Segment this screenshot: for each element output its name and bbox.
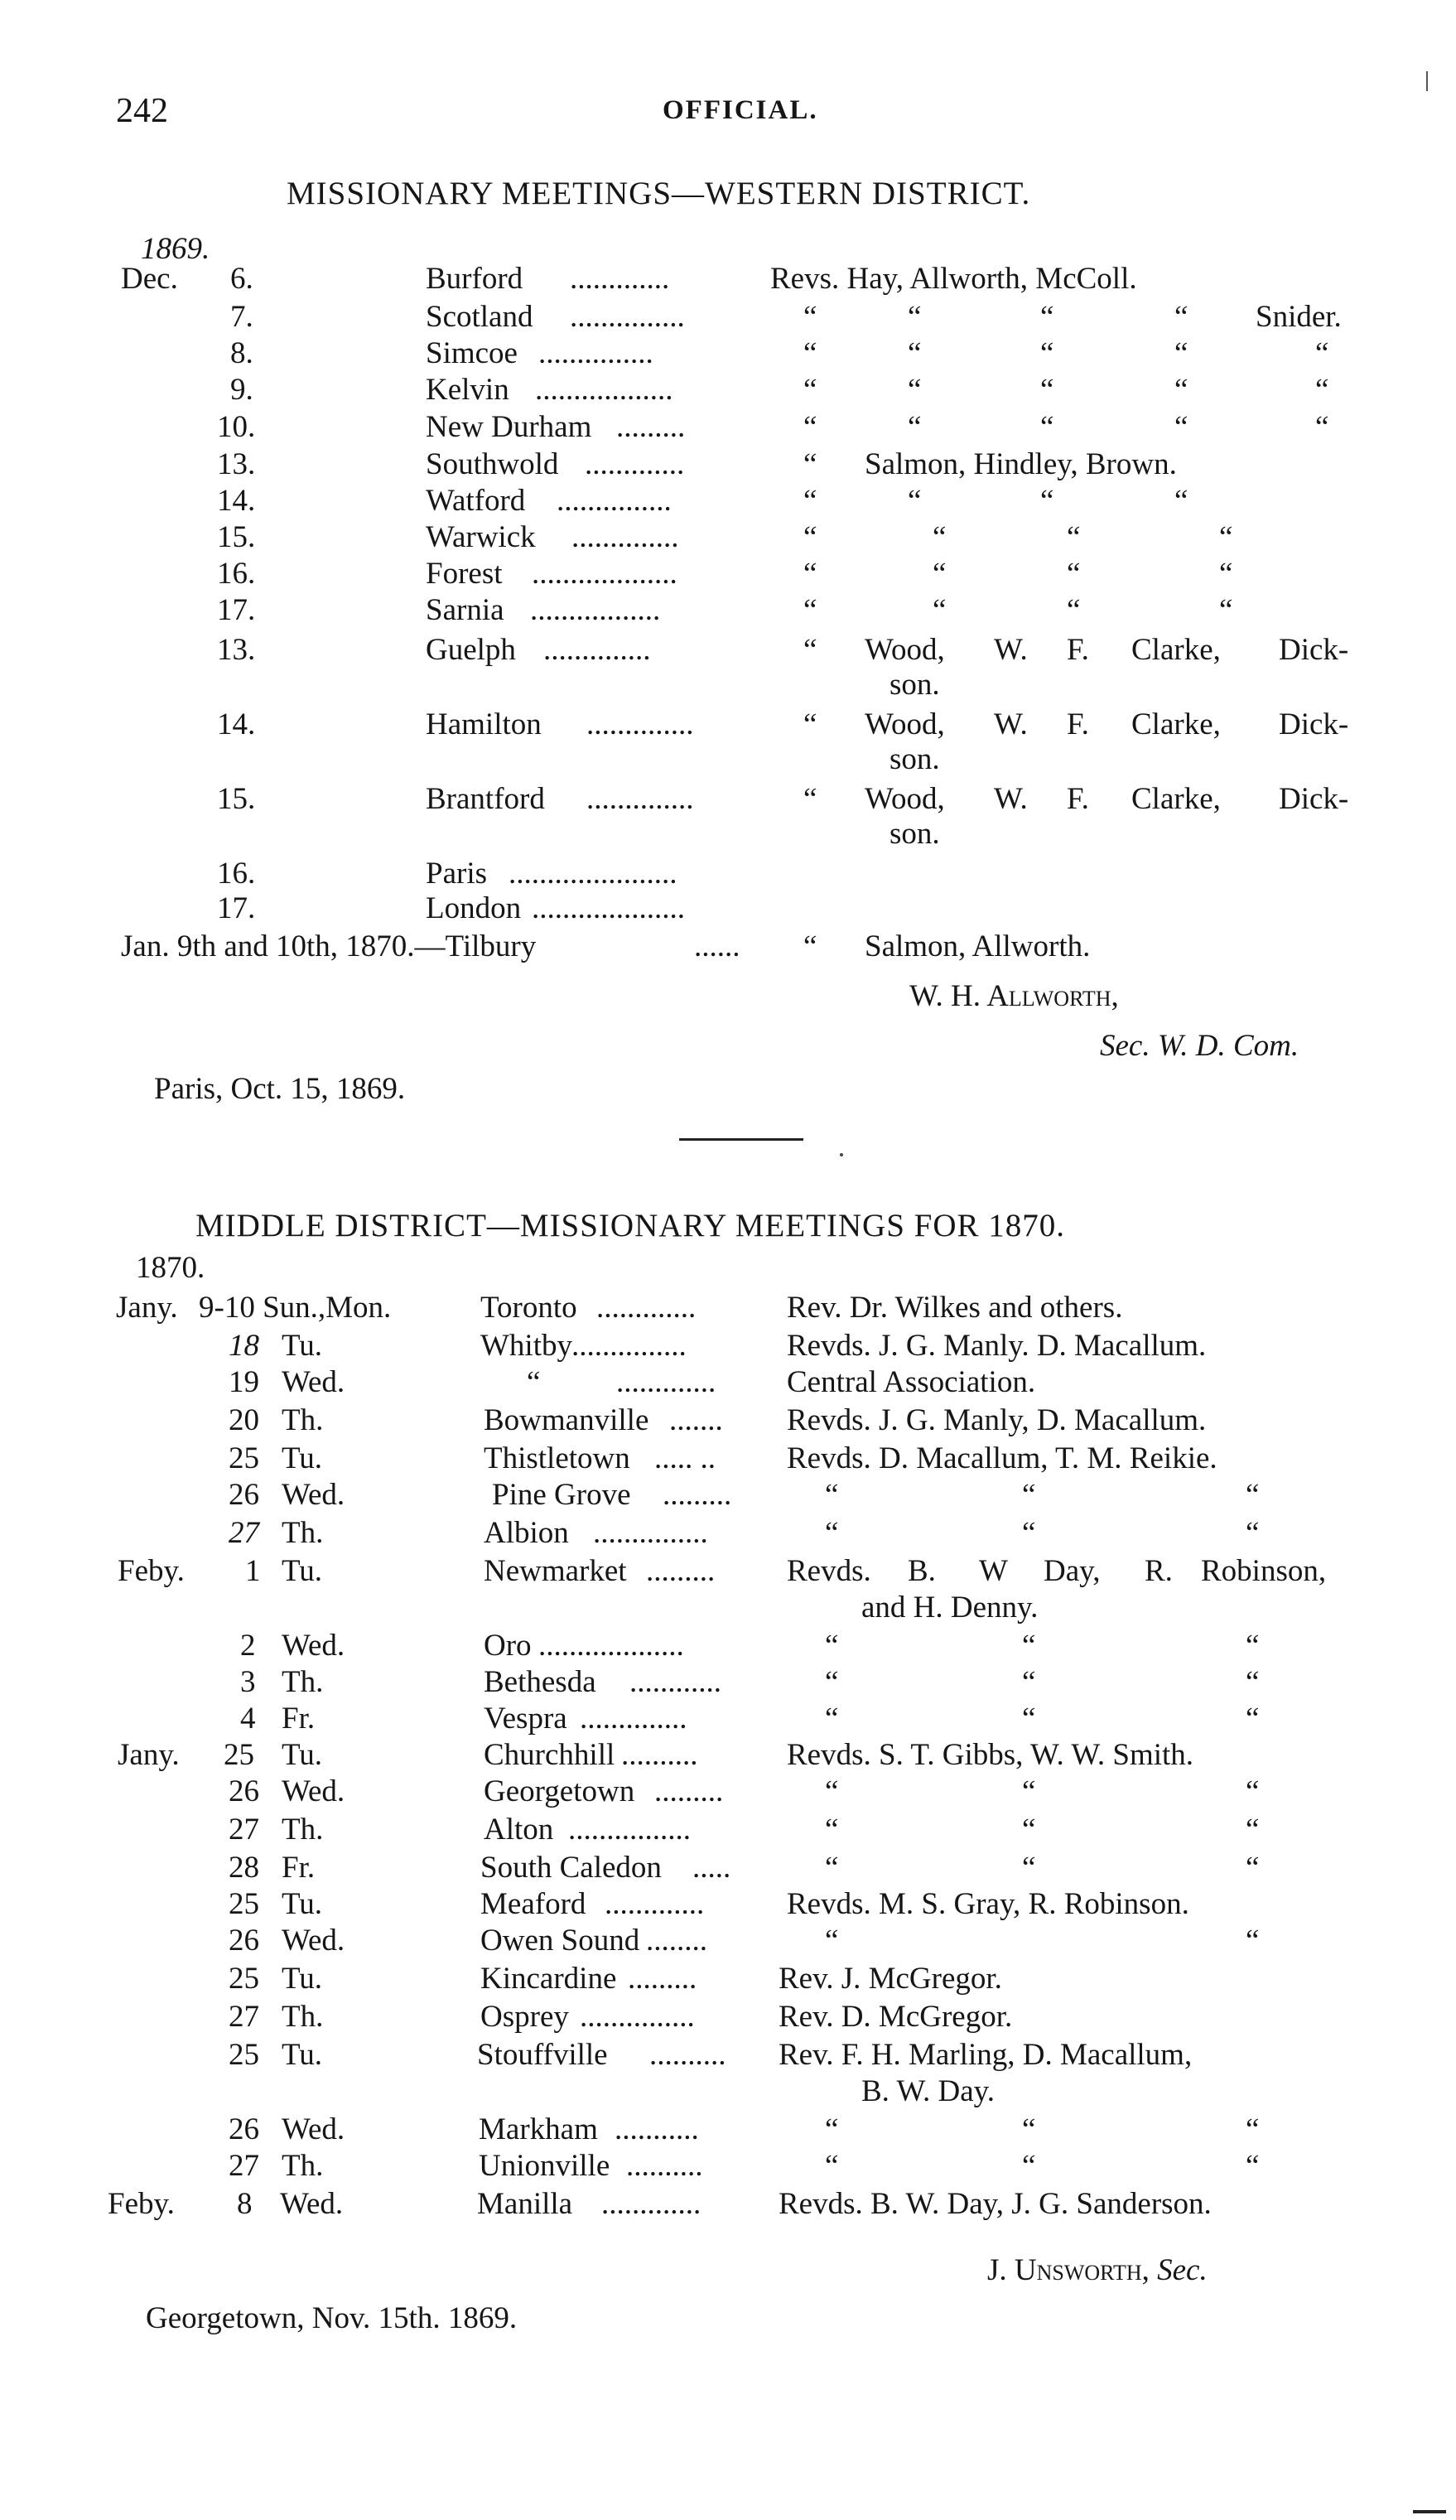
ditto-mark: “ [1174, 484, 1188, 518]
day-of-week: Th. [282, 1403, 324, 1437]
day-number: 26 [229, 1478, 259, 1512]
place-name: Scotland [426, 300, 533, 334]
place-name: Newmarket [484, 1554, 627, 1588]
dot-leader: ......... [654, 1774, 724, 1808]
day-of-week: Wed. [282, 1478, 345, 1512]
middle-heading: MIDDLE DISTRICT—MISSIONARY MEETINGS FOR 1870. [195, 1208, 1066, 1243]
day-number: 27 [229, 1516, 259, 1550]
month-label: Jany. [116, 1291, 178, 1325]
ministers: Central Association. [787, 1365, 1036, 1399]
day-number: 17. [217, 593, 256, 627]
dot-leader: ............... [570, 300, 685, 334]
month-label: Feby. [118, 1554, 185, 1588]
ditto-mark: “ [1219, 593, 1233, 627]
minister-clarke: Clarke, [1131, 707, 1221, 741]
ministers: Rev. D. McGregor. [779, 2000, 1013, 2034]
place-name: Stouffville [477, 2038, 608, 2072]
place-name: Meaford [480, 1887, 586, 1921]
word-continuation: son. [890, 668, 940, 702]
day-of-week: Tu. [282, 1329, 323, 1363]
place-name: Whitby [480, 1329, 572, 1363]
page-number: 242 [116, 92, 168, 130]
ditto-mark: “ [1022, 1851, 1036, 1885]
middle-place-date: Georgetown, Nov. 15th. 1869. [146, 2301, 518, 2335]
day-of-week: Th. [282, 2149, 324, 2183]
day-number: 27 [229, 2149, 259, 2183]
ministers: Rev. F. H. Marling, D. Macallum, [779, 2038, 1193, 2072]
ditto-mark: “ [1040, 484, 1054, 518]
ditto-mark: “ [1067, 520, 1081, 554]
day-of-week: Th. [282, 1516, 324, 1550]
running-head: OFFICIAL. [663, 95, 818, 125]
day-number: 25 [229, 1441, 259, 1475]
day-of-week: Th. [282, 2000, 324, 2034]
minister-initial: W. [994, 782, 1028, 816]
ditto-mark: “ [825, 1774, 839, 1808]
day-number: 9. [230, 373, 253, 407]
ditto-mark: “ [803, 336, 817, 370]
day-number: 8. [230, 336, 253, 370]
ministers: Revds. M. S. Gray, R. Robinson. [787, 1887, 1189, 1921]
minister-initial: F. [1067, 782, 1089, 816]
ditto-mark: “ [1246, 2112, 1260, 2146]
place-name: Burford [426, 262, 523, 296]
dot-leader: ................ [568, 1813, 691, 1847]
month-label: Feby. [108, 2187, 175, 2221]
place-name: Georgetown [484, 1774, 635, 1808]
ditto-mark: “ [825, 1851, 839, 1885]
ditto-mark: “ [908, 300, 922, 334]
ditto-mark: “ [1022, 2149, 1036, 2183]
dot-leader: ............... [593, 1516, 708, 1550]
word-continuation: son. [890, 742, 940, 776]
dot-leader: ............... [538, 336, 653, 370]
minister-wood: Wood, [865, 633, 945, 667]
ditto-mark: “ [825, 1516, 839, 1550]
month-label: Jany. [118, 1738, 180, 1772]
minister-initial: W. [994, 707, 1028, 741]
dot-leader: ............. [596, 1291, 697, 1325]
ditto-mark: “ [1022, 1629, 1036, 1663]
day-of-week: Tu. [282, 1554, 323, 1588]
ditto-mark: “ [803, 593, 817, 627]
ditto-mark: “ [1246, 2149, 1260, 2183]
ministers: Revds. J. G. Manly, D. Macallum. [787, 1403, 1207, 1437]
ditto-mark: “ [933, 593, 947, 627]
dot-leader: ............. [605, 1887, 705, 1921]
ministers: Salmon, Allworth. [865, 929, 1091, 963]
date-range: 9-10 Sun.,Mon. [199, 1291, 392, 1325]
ditto-mark: “ [1067, 557, 1081, 591]
place-name: Unionville [479, 2149, 610, 2183]
ditto-mark: “ [1246, 1478, 1260, 1512]
minister-clarke: Clarke, [1131, 782, 1221, 816]
signature-title: Sec. [1157, 2253, 1208, 2287]
day-number: 13. [217, 447, 256, 481]
day-number: 19 [229, 1365, 259, 1399]
place-name: Pine Grove [492, 1478, 631, 1512]
day-number: 25 [229, 1887, 259, 1921]
place-name: Toronto [480, 1291, 577, 1325]
ditto-mark: “ [908, 336, 922, 370]
day-of-week: Wed. [282, 1924, 345, 1958]
place-name: Owen Sound [480, 1924, 640, 1958]
minister-initial: F. [1067, 707, 1089, 741]
ditto-mark: “ [1246, 1665, 1260, 1699]
page-corner-mark [1413, 2510, 1446, 2513]
ditto-mark: “ [803, 707, 817, 741]
day-of-week: Wed. [282, 1629, 345, 1663]
day-number: 16. [217, 557, 256, 591]
day-number: 7. [230, 300, 253, 334]
ditto-mark: “ [1022, 2112, 1036, 2146]
day-number: 16. [217, 857, 256, 891]
ditto-mark: “ [1315, 373, 1329, 407]
place-name: Bowmanville [484, 1403, 649, 1437]
dot-leader: .............. [543, 633, 651, 667]
ministers: Revds. J. G. Manly. D. Macallum. [787, 1329, 1207, 1363]
ditto-mark: “ [803, 633, 817, 667]
middle-year: 1870. [136, 1251, 205, 1285]
dot-leader: ........ [646, 1924, 707, 1958]
day-number: 17. [217, 891, 256, 925]
dot-leader: ............. [585, 447, 685, 481]
ditto-mark: “ [1174, 373, 1188, 407]
day-number: 15. [217, 520, 256, 554]
western-year: 1869. [141, 232, 210, 266]
minister-initial: F. [1067, 633, 1089, 667]
month-label: Dec. [121, 262, 178, 296]
day-number: 2 [240, 1629, 256, 1663]
day-of-week: Fr. [282, 1702, 316, 1736]
place-name: Simcoe [426, 336, 518, 370]
dot-leader: .............. [586, 782, 694, 816]
minister-wood: Wood, [865, 707, 945, 741]
dot-leader: ............. [616, 1365, 716, 1399]
ditto-mark: “ [1246, 1774, 1260, 1808]
place-name: Alton [484, 1813, 554, 1847]
place-name: Paris [426, 857, 487, 891]
dot-leader: ................... [538, 1629, 684, 1663]
ditto-mark: “ [825, 1813, 839, 1847]
western-place-date: Paris, Oct. 15, 1869. [154, 1072, 406, 1106]
ditto-mark: “ [1246, 1702, 1260, 1736]
day-number: 27 [229, 2000, 259, 2034]
day-of-week: Wed. [282, 2112, 345, 2146]
ditto-mark: “ [1246, 1924, 1260, 1958]
ditto-mark: “ [803, 300, 817, 334]
ditto-mark: “ [1174, 300, 1188, 334]
western-signature-title: Sec. W. D. Com. [1100, 1029, 1299, 1063]
ditto-mark: “ [825, 1478, 839, 1512]
dot-leader: .............. [571, 520, 679, 554]
ditto-mark: “ [803, 410, 817, 444]
minister-extra: Snider. [1256, 300, 1342, 334]
ditto-mark: “ [908, 410, 922, 444]
place-name: South Caledon [480, 1851, 662, 1885]
ditto-mark: “ [803, 447, 817, 481]
ministers: Rev. J. McGregor. [779, 1962, 1002, 1996]
ditto-mark: “ [1022, 1813, 1036, 1847]
day-number: 8 [237, 2187, 253, 2221]
day-number: 3 [240, 1665, 256, 1699]
day-number: 26 [229, 1924, 259, 1958]
ditto-mark: “ [1040, 373, 1054, 407]
place-name: Oro [484, 1629, 532, 1663]
ditto-mark: “ [1315, 410, 1329, 444]
minister-word: B. [908, 1554, 936, 1588]
minister-dickson: Dick- [1279, 633, 1349, 667]
day-of-week: Wed. [282, 1774, 345, 1808]
place-name: Kelvin [426, 373, 509, 407]
minister-word: Revds. [787, 1554, 871, 1588]
dot-leader: ................. [530, 593, 661, 627]
ditto-mark: “ [1219, 520, 1233, 554]
day-number: 27 [229, 1813, 259, 1847]
ditto-mark: “ [825, 2112, 839, 2146]
dot-leader: ......... [663, 1478, 732, 1512]
day-number: 25 [229, 2038, 259, 2072]
day-of-week: Fr. [282, 1851, 316, 1885]
dot-leader: ............. [570, 262, 670, 296]
ministers-continuation: B. W. Day. [861, 2074, 996, 2108]
dot-leader: .................... [532, 891, 685, 925]
signature-name: J. Unsworth, [987, 2253, 1150, 2287]
place-name: Bethesda [484, 1665, 596, 1699]
dot-leader: .............. [586, 707, 694, 741]
ditto-mark: “ [1246, 1629, 1260, 1663]
dot-leader: ..... .. [654, 1441, 716, 1475]
place-name: Southwold [426, 447, 559, 481]
dot-leader: .......... [626, 2149, 703, 2183]
ditto-mark: “ [1022, 1702, 1036, 1736]
place-name: Osprey [480, 2000, 569, 2034]
dot-leader: ............. [601, 2187, 701, 2221]
place-name: Watford [426, 484, 526, 518]
minister-word: W [979, 1554, 1008, 1588]
day-number: 1 [245, 1554, 261, 1588]
day-of-week: Tu. [282, 1962, 323, 1996]
minister-clarke: Clarke, [1131, 633, 1221, 667]
ditto-mark: “ [1315, 336, 1329, 370]
place-name: London [426, 891, 522, 925]
day-number: 13. [217, 633, 256, 667]
print-speck [840, 1153, 843, 1156]
place-name: Forest [426, 557, 503, 591]
ditto-mark: “ [1246, 1851, 1260, 1885]
middle-signature [987, 2255, 1208, 2286]
ditto-mark: “ [1022, 1665, 1036, 1699]
day-of-week: Th. [282, 1665, 324, 1699]
dot-leader: ............... [571, 1329, 687, 1363]
place-name: Markham [479, 2112, 598, 2146]
day-of-week: Tu. [282, 1441, 323, 1475]
dot-leader: ............... [557, 484, 672, 518]
day-number: 14. [217, 484, 256, 518]
day-number: 25 [229, 1962, 259, 1996]
day-of-week: Tu. [282, 1887, 323, 1921]
ditto-mark: “ [825, 1629, 839, 1663]
day-number: 20 [229, 1403, 259, 1437]
dot-leader: ........... [615, 2112, 699, 2146]
dot-leader: ..... [692, 1851, 731, 1885]
ditto-mark: “ [825, 1702, 839, 1736]
minister-word: Day, [1044, 1554, 1101, 1588]
ditto-mark: “ [803, 520, 817, 554]
place-name: Sarnia [426, 593, 504, 627]
ditto-mark: “ [825, 1665, 839, 1699]
dot-leader: ................... [532, 557, 677, 591]
ditto-mark: “ [1246, 1516, 1260, 1550]
minister-initial: W. [994, 633, 1028, 667]
minister-dickson: Dick- [1279, 782, 1349, 816]
ditto-mark: “ [825, 1924, 839, 1958]
day-of-week: Wed. [282, 1365, 345, 1399]
day-number: 6. [230, 262, 253, 296]
ministers: Revds. D. Macallum, T. M. Reikie. [787, 1441, 1217, 1475]
ditto-mark: “ [908, 373, 922, 407]
dot-leader: ...... [694, 929, 740, 963]
ditto-mark: “ [803, 782, 817, 816]
ditto-mark: “ [1067, 593, 1081, 627]
ditto-mark: “ [933, 520, 947, 554]
ditto-mark: “ [908, 484, 922, 518]
dot-leader: .................. [535, 373, 673, 407]
place-name: Guelph [426, 633, 516, 667]
ditto-mark: “ [1040, 300, 1054, 334]
dot-leader: ......... [616, 410, 686, 444]
place-name: Manilla [477, 2187, 573, 2221]
ditto-mark: “ [1022, 1478, 1036, 1512]
dot-leader: ......... [646, 1554, 716, 1588]
dot-leader: ............ [629, 1665, 721, 1699]
ditto-mark: “ [1174, 336, 1188, 370]
place-name: Kincardine [480, 1962, 617, 1996]
word-continuation: son. [890, 817, 940, 851]
ditto-mark: “ [527, 1365, 541, 1399]
place-name: Vespra [484, 1702, 567, 1736]
day-of-week: Wed. [280, 2187, 344, 2221]
day-number: 4 [240, 1702, 256, 1736]
day-number: 14. [217, 707, 256, 741]
ditto-mark: “ [1219, 557, 1233, 591]
ditto-mark: “ [803, 373, 817, 407]
ministers-continuation: and H. Denny. [861, 1591, 1039, 1624]
day-of-week: Th. [282, 1813, 324, 1847]
ministers: Revds. S. T. Gibbs, W. W. Smith. [787, 1738, 1194, 1772]
section-divider [679, 1138, 803, 1141]
ditto-mark: “ [803, 484, 817, 518]
place-name: New Durham [426, 410, 592, 444]
day-number: 28 [229, 1851, 259, 1885]
day-number: 25 [224, 1738, 254, 1772]
minister-wood: Wood, [865, 782, 945, 816]
dot-leader: .......... [621, 1738, 698, 1772]
dot-leader: ...................... [509, 857, 677, 891]
dot-leader: .......... [649, 2038, 726, 2072]
dot-leader: .............. [580, 1702, 687, 1736]
day-of-week: Tu. [282, 2038, 323, 2072]
ministers: Salmon, Hindley, Brown. [865, 447, 1177, 481]
day-number: 18 [229, 1329, 259, 1363]
day-number: 26 [229, 1774, 259, 1808]
place-name: Thistletown [484, 1441, 630, 1475]
place-name: Warwick [426, 520, 536, 554]
place-name: Albion [484, 1516, 569, 1550]
ministers: Rev. Dr. Wilkes and others. [787, 1291, 1123, 1325]
western-heading: MISSIONARY MEETINGS—WESTERN DISTRICT. [287, 176, 1031, 211]
ditto-mark: “ [1040, 410, 1054, 444]
place-name: Churchhill [484, 1738, 615, 1772]
ministers: Revs. Hay, Allworth, McColl. [770, 262, 1137, 296]
day-number: 15. [217, 782, 256, 816]
minister-dickson: Dick- [1279, 707, 1349, 741]
ditto-mark: “ [1022, 1516, 1036, 1550]
ditto-mark: “ [1174, 410, 1188, 444]
minister-word: R. [1145, 1554, 1173, 1588]
place-name: Brantford [426, 782, 545, 816]
minister-word: Robinson, [1201, 1554, 1327, 1588]
page-edge-mark [1426, 71, 1428, 91]
ministers: Revds. B. W. Day, J. G. Sanderson. [779, 2187, 1212, 2221]
ditto-mark: “ [1246, 1813, 1260, 1847]
ditto-mark: “ [933, 557, 947, 591]
jan-tilbury-entry: Jan. 9th and 10th, 1870.—Tilbury [121, 929, 537, 963]
ditto-mark: “ [1040, 336, 1054, 370]
place-name: Hamilton [426, 707, 542, 741]
dot-leader: ............... [580, 2000, 695, 2034]
dot-leader: ....... [669, 1403, 723, 1437]
ditto-mark: “ [825, 2149, 839, 2183]
day-of-week: Tu. [282, 1738, 323, 1772]
ditto-mark: “ [803, 557, 817, 591]
day-number: 10. [217, 410, 256, 444]
dot-leader: ......... [628, 1962, 697, 1996]
western-signature-name: W. H. Allworth, [909, 979, 1119, 1013]
ditto-mark: “ [1022, 1774, 1036, 1808]
ditto-mark: “ [803, 929, 817, 963]
day-number: 26 [229, 2112, 259, 2146]
